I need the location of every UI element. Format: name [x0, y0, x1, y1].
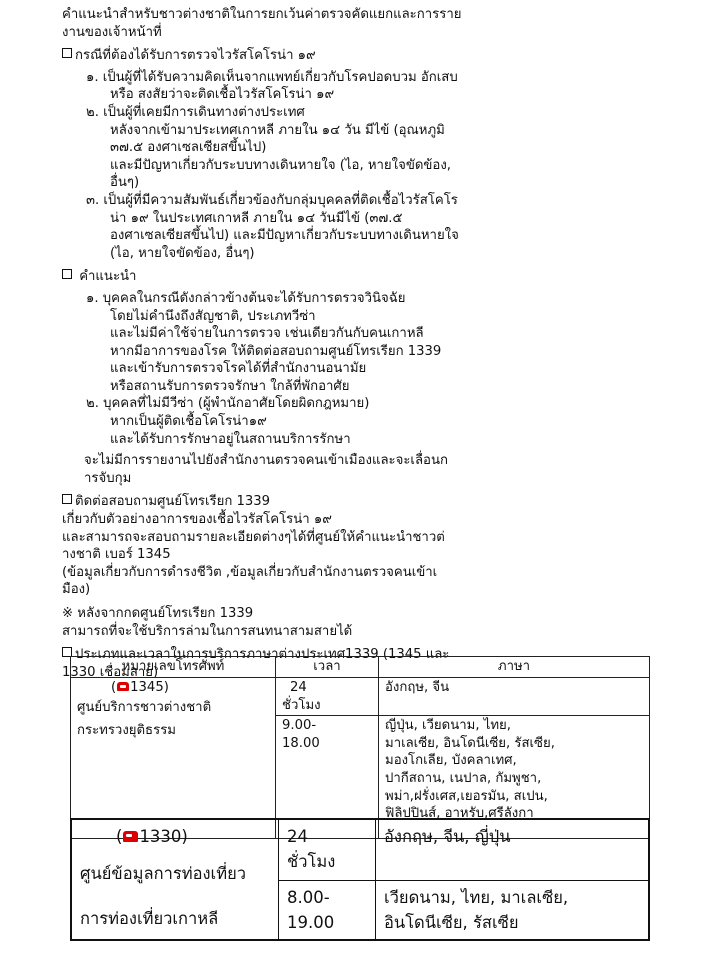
title-line: คำแนะนำสำหรับชาวต่างชาติในการยกเว้นค่าตรวจคัดแยกและการราย [62, 7, 462, 22]
checkbox-square-icon [62, 269, 72, 279]
service-table-1345 [70, 656, 650, 839]
section-cases [62, 47, 662, 262]
case-line: หลังจากเข้ามาประเทศเกาหลี ภายใน ๑๔ วัน มีไข้ (อุณหภูมิ [110, 122, 445, 138]
advice-line: ๑. บุคคลในกรณีดังกล่าวข้างต้นจะได้รับการตรวจวินิจฉัย [86, 290, 406, 306]
section-interpreter-note [62, 605, 662, 640]
checkbox-square-icon [62, 48, 72, 58]
time-cell: 9.00- 18.00 [276, 716, 379, 839]
case-line: ๑. เป็นผู้ที่ได้รับความคิดเห็นจากแพทย์เกี่ยวกับโรคปอดบวม อักเสบ [86, 69, 458, 85]
document-body [62, 6, 662, 681]
table-row [71, 678, 650, 716]
case-line: ๒. เป็นผู้ที่เคยมีการเดินทางต่างประเทศ [86, 104, 305, 120]
telephone-icon [117, 682, 129, 691]
case-item-2 [62, 104, 662, 192]
section-advice [62, 268, 662, 487]
service-table-1330 [70, 818, 650, 941]
header-time: เวลา [276, 657, 379, 678]
section-heading-line: 1330 เชื่อมสาย) [62, 664, 159, 680]
contact-line: และสามารถจะสอบถามรายละเอียดต่างๆได้ที่ศูนย์ให้คำแนะนำชาวต่ [62, 529, 445, 545]
contact-line: (ข้อมูลเกี่ยวกับการดำรงชีวิต ,ข้อมูลเกี่ยวกับสำนักงานตรวจคนเข้าเ [62, 564, 438, 580]
contact-line: างชาติ เบอร์ 1345 [62, 547, 171, 563]
time-cell: 24 ชั่วโมง [279, 819, 376, 881]
service-name-line: ศูนย์บริการชาวต่างชาติ [77, 699, 212, 715]
advice-note [62, 452, 662, 487]
advice-line: หากเป็นผู้ติดเชื้อโคโรน่า๑๙ [110, 414, 267, 430]
case-item-3 [62, 192, 662, 262]
table-header-row [71, 657, 650, 678]
advice-item-1 [62, 290, 662, 396]
case-item-1 [62, 69, 662, 104]
section-heading: กรณีที่ต้องได้รับการตรวจไวรัสโคโรน่า ๑๙ [62, 47, 662, 65]
advice-line: และไม่มีค่าใช้จ่ายในการตรวจ เช่นเดียวกันกับคนเกาหลี [110, 326, 424, 342]
language-cell: เวียดนาม, ไทย, มาเลเซีย, อินโดนีเซีย, รัสเซีย [376, 881, 650, 941]
advice-line: และเข้ารับการตรวจโรคได้ที่สำนักงานอนามัย [110, 361, 367, 377]
section-heading: ติดต่อสอบถามศูนย์โทรเรียก 1339 [62, 493, 662, 511]
advice-line: หากมีอาการของโรค ให้ติดต่อสอบถามศูนย์โทรเรียก 1339 [110, 343, 442, 359]
contact-line: มือง) [62, 582, 91, 598]
section-contact [62, 493, 662, 599]
advice-line: หรือสถานรับการตรวจรักษา ใกล้ที่พักอาศัย [110, 378, 350, 394]
advice-note-line: จะไม่มีการรายงานไปยังสำนักงานตรวจคนเข้าเมืองและจะเลื่อนก [84, 453, 448, 469]
service-name-line: ศูนย์ข้อมูลการท่องเที่ยว [80, 864, 247, 883]
phone-number: ( 1345) [111, 680, 169, 695]
service-name-line: กระทรวงยุติธรรม [77, 723, 176, 739]
case-line: และมีปัญหาเกี่ยวกับระบบทางเดินหายใจ (ไอ, หายใจขัดข้อง, [110, 157, 451, 173]
note-line: สามารถที่จะใช้บริการล่ามในการสนทนาสามสายได้ [62, 623, 353, 639]
time-cell: 8.00- 19.00 [279, 881, 376, 941]
telephone-icon [123, 831, 138, 842]
time-cell: 24 ชั่วโมง [276, 678, 379, 716]
header-phone-number: หมายเลขโทรศัพท์ [71, 657, 276, 678]
section-heading: ประเภทและเวลาในการบริการภาษาต่างประเทศ1339 (1345 และ [62, 646, 662, 664]
case-line: องศาเซลเซียสขึ้นไป) และมีปัญหาเกี่ยวกับระบบทางเดินหายใจ [110, 228, 459, 244]
document-title [62, 6, 662, 41]
header-language: ภาษา [379, 657, 650, 678]
case-line: น่า ๑๙ ในประเทศเกาหลี ภายใน ๑๔ วันมีไข้ (๓๗.๕ [110, 210, 403, 226]
case-line: หรือ สงสัยว่าจะติดเชื้อไวรัสโคโรน่า ๑๙ [110, 87, 335, 103]
reference-mark-icon: ※ [62, 606, 74, 621]
service-name-line: การท่องเที่ยวเกาหลี [80, 909, 219, 928]
advice-line: โดยไม่คำนึงถึงสัญชาติ, ประเภทวีซ่า [110, 308, 316, 324]
contact-line: เกี่ยวกับตัวอย่างอาการของเชื้อไวรัสโคโรน่า ๑๙ [62, 512, 332, 528]
title-line: งานของเจ้าหน้าที่ [62, 24, 162, 40]
service-name-cell [71, 819, 279, 940]
table-row [71, 819, 649, 881]
case-line: อื่นๆ) [110, 175, 140, 191]
phone-number: ( 1330) [116, 827, 188, 846]
language-cell: ญี่ปุ่น, เวียดนาม, ไทย, มาเลเซีย, อินโดนีเซีย, รัสเซีย, มองโกเลีย, บังคลาเทศ, ปากีสถาน, เนปาล, กัมพูชา, พม่า,ฝรั่งเศส,เยอรมัน, สเปน, ฟิลิปปินส์, อาหรับ,ศรีลังกา [379, 716, 650, 839]
checkbox-square-icon [62, 494, 72, 504]
advice-item-2 [62, 395, 662, 448]
advice-line: และได้รับการรักษาอยู่ในสถานบริการรักษา [110, 431, 351, 447]
case-line: ๓. เป็นผู้ที่มีความสัมพันธ์เกี่ยวข้องกับกลุ่มบุคคลที่ติดเชื้อไวรัสโคโร [86, 192, 458, 208]
service-name-cell [71, 678, 276, 839]
section-heading: คำแนะนำ [62, 268, 662, 286]
language-cell: อังกฤษ, จีน [379, 678, 650, 716]
note-line: ※ หลังจากกดศูนย์โทรเรียก 1339 [62, 606, 254, 621]
case-line: ๓๗.๕ องศาเซลเซียสขึ้นไป) [110, 140, 267, 156]
advice-line: ๒. บุคคลที่ไม่มีวีซ่า (ผู้พำนักอาศัยโดยผิดกฎหมาย) [86, 396, 370, 412]
advice-note-line: ารจับกุม [84, 470, 132, 486]
case-line: (ไอ, หายใจขัดข้อง, อื่นๆ) [110, 245, 255, 261]
language-cell: อังกฤษ, จีน, ญี่ปุ่น [376, 819, 650, 881]
